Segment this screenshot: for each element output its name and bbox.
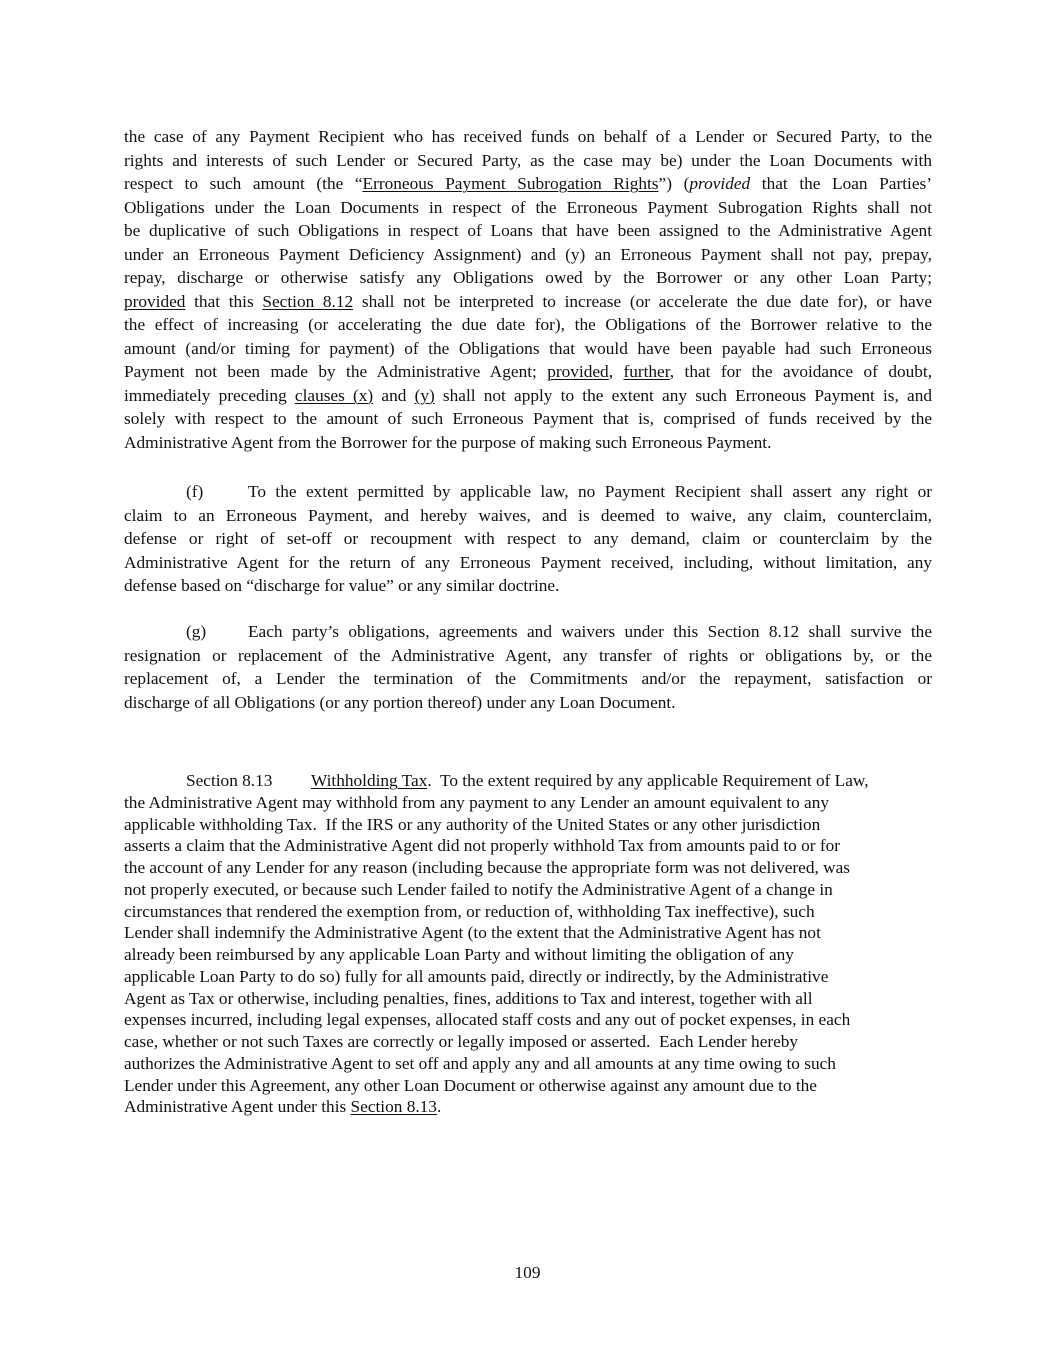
cross-reference-link[interactable]: Erroneous Payment Subrogation Rights: [362, 174, 659, 193]
italic-term: provided: [689, 174, 751, 193]
section-8-13-line: Lender under this Agreement, any other Loan Document or otherwise against any amount due to the: [124, 1075, 817, 1095]
section-8-13-line: Lender shall indemnify the Administrative Agent (to the extent that the Administrative Agent has not: [124, 923, 821, 943]
section-heading-link[interactable]: Withholding Tax: [311, 771, 428, 790]
continuation-line: rights and interests of such Lender or Secured Party, as the case may be) under the Loan Documents with: [124, 150, 932, 170]
clause-f-line-4: defense based on “discharge for value” or any similar doctrine.: [124, 576, 560, 595]
section-8-13-line: case, whether or not such Taxes are correctly or legally imposed or asserted. Each Lender hereby: [124, 1032, 799, 1051]
clause-f-line-1: claim to an Erroneous Payment, and hereby waives, and is deemed to waive, any claim, counterclaim,: [124, 505, 932, 525]
continuation-line: amount (and/or timing for payment) of the Obligations that would have been payable had such Erroneous: [124, 338, 932, 358]
section-8-13-line: applicable Loan Party to do so) fully for all amounts paid, directly or indirectly, by the Administrative: [124, 966, 829, 986]
clause-g-line-3: discharge of all Obligations (or any portion thereof) under any Loan Document.: [124, 692, 676, 712]
cross-reference-link[interactable]: further: [623, 362, 670, 381]
clause-g-line-0: (g) Each party’s obligations, agreements and waivers under this Section 8.12 shall survive the: [124, 620, 932, 644]
section-8-13-line: expenses incurred, including legal expenses, allocated staff costs and any out of pocket expenses, in each: [124, 1010, 851, 1030]
clause-g-line-2: replacement of, a Lender the termination of the Commitments and/or the repayment, satisfaction or: [124, 669, 932, 688]
section-number: Section 8.13: [186, 771, 273, 790]
continuation-line: solely with respect to the amount of such Erroneous Payment that is, comprised of funds received by the: [124, 409, 932, 428]
section-8-13-first-line: Section 8.13 Withholding Tax. To the extent required by any applicable Requirement of Law,: [186, 771, 869, 790]
cross-reference-link[interactable]: provided: [124, 291, 186, 311]
section-8-13-paragraph: [124, 770, 932, 1118]
section-8-13-line: applicable withholding Tax. If the IRS or any authority of the United States or any other jurisdiction: [124, 814, 821, 834]
section-8-13-line: already been reimbursed by any applicable Loan Party and without limiting the obligation of any: [124, 945, 794, 964]
cross-reference-link[interactable]: (y): [414, 385, 435, 405]
continuation-line: be duplicative of such Obligations in respect of Loans that have been assigned to the Administrative Agent: [124, 221, 932, 240]
section-8-13-line: Agent as Tax or otherwise, including penalties, fines, additions to Tax and interest, together with all: [124, 988, 813, 1008]
section-8-13-last-line: Administrative Agent under this Section 8.13.: [124, 1097, 442, 1117]
clause-f-paragraph: [124, 480, 932, 598]
section-8-13-cross-reference-link[interactable]: Section 8.13: [350, 1097, 437, 1117]
clause-g-paragraph: [124, 620, 932, 714]
cross-reference-link[interactable]: Section 8.12: [262, 291, 354, 311]
section-8-13-line: asserts a claim that the Administrative Agent did not properly withhold Tax from amounts paid to or for: [124, 836, 840, 856]
continuation-line: respect to such amount (the “Erroneous Payment Subrogation Rights”) (provided that the Loan Parties’: [124, 174, 932, 193]
section-8-12-e-continuation: [124, 125, 932, 454]
continuation-line: Administrative Agent from the Borrower for the purpose of making such Erroneous Payment.: [124, 432, 772, 452]
continuation-line: provided that this Section 8.12 shall not be interpreted to increase (or accelerate the due date for), or have: [124, 291, 932, 311]
continuation-line: Obligations under the Loan Documents in respect of the Erroneous Payment Subrogation Rights shall not: [124, 197, 932, 217]
continuation-line: immediately preceding clauses (x) and (y) shall not apply to the extent any such Erroneous Payment is, and: [124, 385, 932, 405]
continuation-line: the case of any Payment Recipient who has received funds on behalf of a Lender or Secured Party, to the: [124, 127, 932, 146]
continuation-line: under an Erroneous Payment Deficiency Assignment) and (y) an Erroneous Payment shall not pay, prepay,: [124, 244, 932, 264]
section-8-13-line: the account of any Lender for any reason (including because the appropriate form was not delivered, was: [124, 858, 851, 877]
page-number: 109: [514, 1263, 541, 1282]
section-8-13-line: not properly executed, or because such Lender failed to notify the Administrative Agent of a change in: [124, 879, 833, 899]
clause-f-line-0: (f) To the extent permitted by applicable law, no Payment Recipient shall assert any right or: [124, 480, 932, 504]
continuation-line: repay, discharge or otherwise satisfy any Obligations owed by the Borrower or any other Loan Party;: [124, 268, 932, 287]
cross-reference-link[interactable]: provided: [547, 362, 609, 381]
clause-f-label: (f): [186, 482, 204, 501]
clause-g-line-1: resignation or replacement of the Administrative Agent, any transfer of rights or obligations by, or the: [124, 645, 932, 665]
section-8-13-line: the Administrative Agent may withhold from any payment to any Lender an amount equivalent to any: [124, 792, 830, 812]
section-8-13-line: authorizes the Administrative Agent to set off and apply any and all amounts at any time owing to such: [124, 1053, 836, 1073]
clause-f-line-2: defense or right of set-off or recoupment with respect to any demand, claim or counterclaim by the: [124, 529, 932, 548]
cross-reference-link[interactable]: clauses (x): [294, 385, 374, 405]
section-8-13-line: circumstances that rendered the exemption from, or reduction of, withholding Tax ineffective), such: [124, 901, 815, 921]
clause-f-line-3: Administrative Agent for the return of any Erroneous Payment received, including, without limitation, any: [124, 552, 932, 572]
continuation-line: Payment not been made by the Administrative Agent; provided, further, that for the avoidance of doubt,: [124, 362, 932, 381]
clause-g-label: (g): [186, 622, 207, 641]
continuation-line: the effect of increasing (or accelerating the due date for), the Obligations of the Borrower relative to the: [124, 315, 932, 334]
